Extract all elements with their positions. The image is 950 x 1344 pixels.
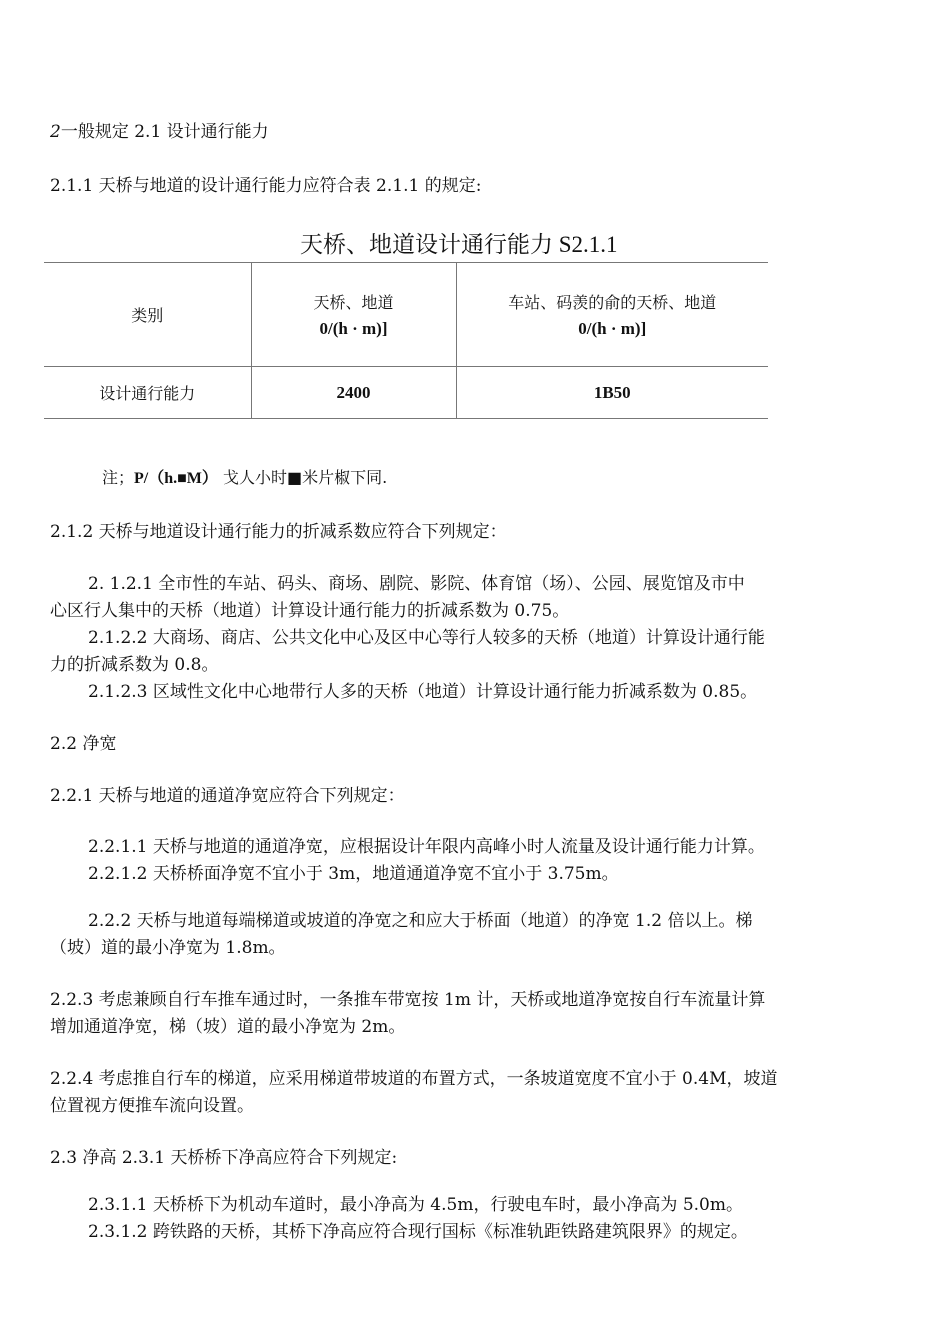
text-line: 2.2.4 考虑推自行车的梯道，应采用梯道带坡道的布置方式，一条坡道宽度不宜小于 0.4M，坡道 bbox=[50, 1069, 778, 1089]
text-line: 2.1.2.3 区域性文化中心地带行人多的天桥（地道）计算设计通行能力折减系数为 0.85。 bbox=[88, 682, 758, 702]
text-line: 增加通道净宽，梯（坡）道的最小净宽为 2m。 bbox=[50, 1017, 406, 1037]
header-station-bridge-title: 车站、码羡的俞的天桥、地道 bbox=[508, 293, 717, 312]
text-line: 2.2 净宽 bbox=[50, 734, 117, 754]
header-bridge-tunnel-title: 天桥、地道 bbox=[313, 293, 394, 312]
section-heading bbox=[50, 121, 269, 143]
note-text: 戈人小时■米片椒下同. bbox=[223, 468, 388, 487]
header-station-bridge bbox=[456, 263, 768, 367]
table-caption: 天桥、地道设计通行能力 S2.1.1 bbox=[300, 232, 618, 257]
text-line: （坡）道的最小净宽为 1.8m。 bbox=[50, 938, 286, 958]
section-heading-text: 一般规定 2.1 设计通行能力 bbox=[60, 122, 269, 142]
table-header-row bbox=[44, 263, 768, 367]
capacity-table bbox=[44, 262, 768, 419]
row-label: 设计通行能力 bbox=[44, 367, 251, 419]
text-line: 2.2.3 考虑兼顾自行车推车通过时，一条推车带宽按 1m 计，天桥或地道净宽按自行车流量计算 bbox=[50, 990, 766, 1010]
note-unit: P/（h.■M） bbox=[134, 470, 218, 487]
text-line: 位置视方便推车流向设置。 bbox=[50, 1096, 254, 1116]
paragraph-2-1-1: 2.1.1 天桥与地道的设计通行能力应符合表 2.1.1 的规定: bbox=[50, 176, 482, 196]
text-line: 2.1.2.2 大商场、商店、公共文化中心及区中心等行人较多的天桥（地道）计算设计通行能 bbox=[88, 628, 765, 648]
text-line: 心区行人集中的天桥（地道）计算设计通行能力的折减系数为 0.75。 bbox=[50, 601, 570, 621]
text-line: 2.2.2 天桥与地道每端梯道或坡道的净宽之和应大于桥面（地道）的净宽 1.2 倍以上。梯 bbox=[88, 911, 753, 931]
header-station-bridge-unit: 0/(h · m)] bbox=[578, 319, 647, 338]
note-prefix: 注； bbox=[102, 468, 135, 487]
row-value-station-bridge bbox=[456, 367, 768, 419]
header-bridge-tunnel-unit: 0/(h · m)] bbox=[319, 319, 388, 338]
text-line: 2. 1.2.1 全市性的车站、码头、商场、剧院、影院、体育馆（场）、公园、展览馆及市中 bbox=[88, 574, 745, 594]
table-row bbox=[44, 367, 768, 419]
text-line: 2.3 净高 2.3.1 天桥桥下净高应符合下列规定: bbox=[50, 1148, 398, 1168]
header-category bbox=[44, 263, 251, 367]
value-station-bridge: 1B50 bbox=[593, 382, 631, 402]
text-line: 2.3.1.1 天桥桥下为机动车道时，最小净高为 4.5m，行驶电车时，最小净高为 5.0m。 bbox=[88, 1195, 743, 1215]
text-line: 力的折减系数为 0.8。 bbox=[50, 655, 219, 675]
value-bridge-tunnel: 2400 bbox=[336, 382, 371, 402]
text-line: 2.3.1.2 跨铁路的天桥，其桥下净高应符合现行国标《标准轨距铁路建筑限界》的规定。 bbox=[88, 1222, 748, 1242]
table-note bbox=[102, 465, 387, 488]
text-line: 2.1.2 天桥与地道设计通行能力的折减系数应符合下列规定： bbox=[50, 522, 507, 542]
text-line: 2.2.1.1 天桥与地道的通道净宽，应根据设计年限内高峰小时人流量及设计通行能力计算。 bbox=[88, 837, 765, 857]
header-category-label: 类别 bbox=[131, 306, 164, 325]
text-line: 2.2.1 天桥与地道的通道净宽应符合下列规定： bbox=[50, 786, 405, 806]
section-number: 2 bbox=[50, 122, 61, 142]
text-line: 2.2.1.2 天桥桥面净宽不宜小于 3m，地道通道净宽不宜小于 3.75m。 bbox=[88, 864, 619, 884]
header-bridge-tunnel bbox=[251, 263, 456, 367]
row-value-bridge-tunnel bbox=[251, 367, 456, 419]
